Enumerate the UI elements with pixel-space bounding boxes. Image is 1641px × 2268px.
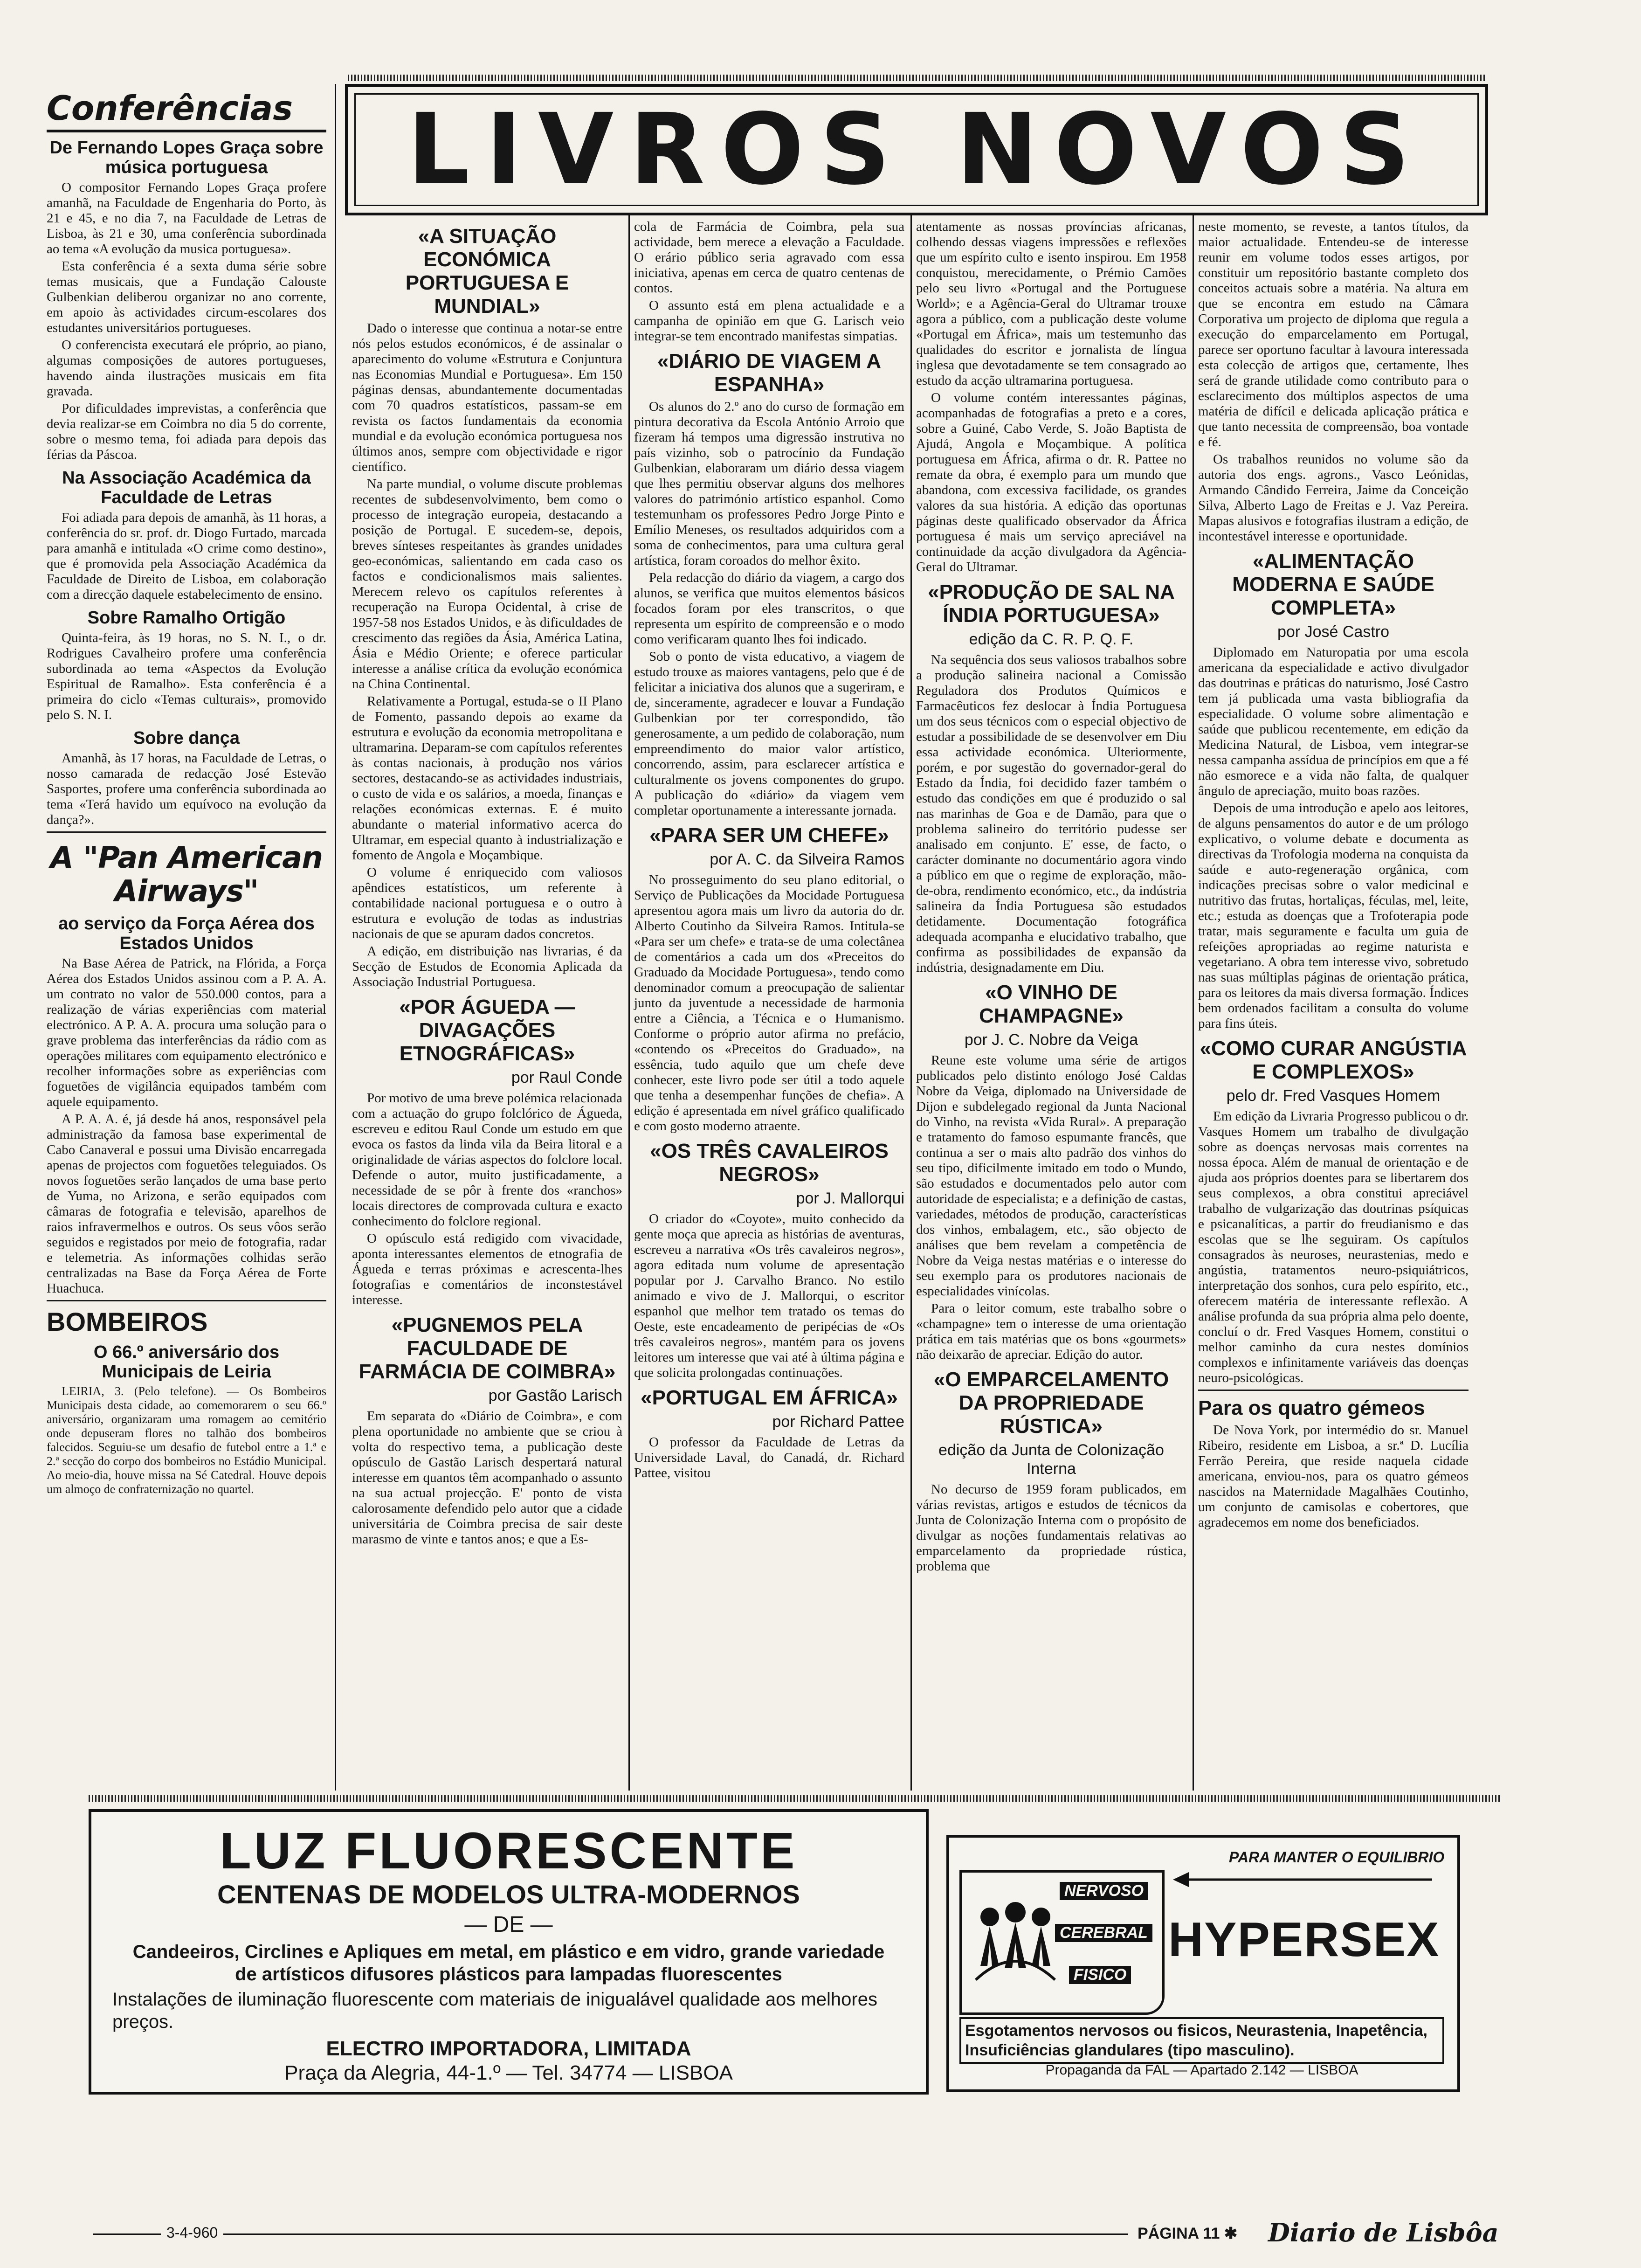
paragraph: Quinta-feira, às 19 horas, no S. N. I., o dr. Rodrigues Cavalheiro profere uma conferência subordinada ao tema «Aspectos da Evolução Espiritual de Ramalho». Esta conferência é a primeira do ciclo «Temas culturais», promovido pelo S. N. I.	[47, 630, 326, 722]
paragraph: O professor da Faculdade de Letras da Universidade Laval, do Canadá, dr. Richard Pattee, visitou	[634, 1435, 904, 1480]
advert-address: Praça da Alegria, 44-1.º — Tel. 34774 — LISBOA	[284, 2061, 733, 2084]
column-4	[916, 219, 1186, 1576]
subheading-pan-american: ao serviço da Força Aérea dos Estados Unidos	[58, 914, 315, 953]
column-3	[634, 219, 904, 1483]
banner-hatch-top	[348, 75, 1485, 81]
footer-rule	[93, 2233, 1128, 2235]
paragraph: A edição, em distribuição nas livrarias, é da Secção de Estudos de Economia Aplicada da Associação Industrial Portuguesa.	[352, 944, 622, 989]
heading-alimentacao-moderna: «ALIMENTAÇÃO MODERNA E SAÚDE COMPLETA»	[1232, 550, 1434, 619]
paragraph: Para o leitor comum, este trabalho sobre o «champagne» tem o interesse de uma orientação prática em tais matérias que os bons «gourmets» não deixarão de apreciar. Edição do autor.	[916, 1301, 1186, 1362]
paragraph: Diplomado em Naturopatia por uma escola americana da especialidade e activo divulgador das doutrinas e práticas do naturismo, José Castro tem já publicada uma vasta bibliografia da especialidade. O volume sobre alimentação e saúde que publicou recentemente, em edição da Medicina Natural, de Lisboa, vem integrar-se nessa campanha assídua de princípios em que a fé não esmorece e a vida não falta, de qualquer ângulo de apreciação, muito boas razões.	[1198, 645, 1469, 798]
hypersex-advert	[946, 1835, 1460, 2092]
divider	[1198, 1390, 1469, 1391]
banner-title: LIVROS NOVOS	[407, 92, 1426, 207]
paragraph: No prosseguimento do seu plano editorial, o Serviço de Publicações da Mocidade Portuguesa apresentou agora mais um livro da autoria do dr. Alberto Coutinho da Silveira Ramos. Intitula-se «Para ser um chefe» e trata-se de uma colectânea de comentários a cada um dos «Preceitos do Graduado da Mocidade Portuguesa», tendo como denominador comum a preocupação de salientar junto da juventude a necessidade de harmonia entre a Ciência, a Técnica e o Humanismo. Conforme o próprio autor afirma no prefácio, «contendo os «Preceitos do Graduado», na essência, tudo aquilo que um chefe deve conhecer, este livro pode ser útil a todo aquele que tenha a desempenhar funções de chefia». A edição é apresentada em nível gráfico qualificado e com gosto moderno atraente.	[634, 872, 904, 1134]
paragraph: De Nova York, por intermédio do sr. Manuel Ribeiro, residente em Lisboa, a sr.ª D. Lucília Ferrão Pereira, que reside naquela cidade americana, enviou-nos, para os quatro gémeos nascidos na Maternidade Magalhães Coutinho, um conjunto de camisolas e cobertores, que agradecemos em nome dos beneficiados.	[1198, 1423, 1469, 1530]
advert-title: LUZ FLUORESCENTE	[220, 1822, 798, 1880]
paragraph: Esta conferência é a sexta duma série sobre temas musicais, que a Fundação Calouste Gulbenkian deliberou organizar no ano corrente, em apoio às actividades circum-escolares dos estudantes universitários portugueses.	[47, 259, 326, 335]
byline: pelo dr. Fred Vasques Homem	[1226, 1087, 1441, 1105]
column-2	[352, 219, 622, 1549]
footer-masthead: Diario de Lisbôa	[1268, 2218, 1499, 2247]
byline: edição da Junta de Colonização Interna	[938, 1441, 1164, 1478]
heading-producao-de-sal: «PRODUÇÃO DE SAL NA ÍNDIA PORTUGUESA»	[928, 581, 1175, 627]
heading-emparcelamento: «O EMPARCELAMENTO DA PROPRIEDADE RÚSTICA»	[933, 1368, 1169, 1438]
label-nervoso: NERVOSO	[1060, 1882, 1148, 1900]
paragraph: Por dificuldades imprevistas, a conferência que devia realizar-se em Coimbra no dia 5 do corrente, sobre o mesmo tema, foi adiada para depois das férias da Páscoa.	[47, 401, 326, 462]
paragraph: Pela redacção do diário da viagem, a cargo dos alunos, se verifica que muitos elementos básicos focados foram por eles transcritos, o que representa um espírito de compreensão e o modo como verificaram quanto lhes foi indicado.	[634, 570, 904, 647]
paragraph: Os alunos do 2.º ano do curso de formação em pintura decorativa da Escola António Arroio que fizeram há tempos uma digressão instrutiva no país vizinho, sob o patrocínio da Fundação Gulbenkian, elaboraram um diário dessa viagem que lhes permitiu observar alguns dos melhores valores do património artístico espanhol. Como testemunham os professores Pedro Jorge Pinto e Emílio Meneses, os resultados adquiridos com a soma de conhecimentos, para uma cultura geral artística, foram coroados do melhor êxito.	[634, 399, 904, 568]
footer-date: 3-4-960	[161, 2224, 223, 2241]
paragraph: Foi adiada para depois de amanhã, às 11 horas, a conferência do sr. prof. dr. Diogo Furtado, marcada para amanhã e intitulada «O crime como destino», que é promovida pela Associação Académica da Faculdade de Direito de Lisboa, em colaboração com a direcção daquele estabelecimento de ensino.	[47, 510, 326, 602]
byline: por A. C. da Silveira Ramos	[710, 850, 904, 868]
paragraph: LEIRIA, 3. (Pelo telefone). — Os Bombeiros Municipais desta cidade, ao comemorarem o seu 66.º aniversário, organizaram uma romagem ao cemitério onde depuseram flores no talhão dos bombeiros falecidos. Seguiu-se um desafio de futebol entre a 1.ª e 2.ª secção do corpo dos bombeiros no Estádio Municipal. Ao meio-dia, houve missa na Sé Catedral. Houve depois um almoço de confraternização no quartel.	[47, 1384, 326, 1496]
heading-para-ser-um-chefe: «PARA SER UM CHEFE»	[649, 824, 889, 847]
paragraph: Relativamente a Portugal, estuda-se o II Plano de Fomento, passando depois ao exame da estrutura e evolução da economia metropolitana e ultramarina. Deparam-se com capítulos referentes às contas nacionais, à produção nos vários sectores, destacando-se as actividades industriais, o custo de vida e os salários, a moeda, finanças e relações económicas externas. E é muito abundante o material informativo acerca do Ultramar, em especial quanto à industrialização e fomento de Angola e Moçambique.	[352, 694, 622, 863]
paragraph: Em edição da Livraria Progresso publicou o dr. Vasques Homem um trabalho de divulgação sobre as doenças nervosas mais correntes na nossa época. Além de manual de orientação e de ajuda aos próprios doentes para se libertarem dos seus complexos, a obra constitui apreciável trabalho de vulgarização das doutrinas psíquicas e psicanalíticas, a partir do freudianismo e das escolas que se lhe seguiram. Os capítulos consagrados às neuroses, neurastenias, medo e angústia, tratamentos neuro-psiquiátricos, interpretação dos sonhos, cura pelo espírito, etc., oferecem matéria de interessante reflexão. A análise profunda da sua própria alma pelo doente, concluí o dr. Fred Vasques Homem, constitui o melhor caminho da cura nestes domínios complexos e infinitamente variáveis das doenças neuro-psicológicas.	[1198, 1109, 1469, 1385]
luz-fluorescente-advert	[89, 1809, 929, 2095]
heading-associacao-academica: Na Associação Académica da Faculdade de Letras	[62, 468, 311, 507]
paragraph: Na Base Aérea de Patrick, na Flórida, a Força Aérea dos Estados Unidos assinou com a P. A. A. um contrato no valor de 550.000 contos, para a realização de várias experiências com material electrónico. A P. A. A. procura uma solução para o grave problema das interferências da rádio com as operações militares com equipamento electrónico e recolher informações sobre as experiências com foguetões de vigilância equipados também com aquele equipamento.	[47, 956, 326, 1109]
byline: por J. C. Nobre da Veiga	[964, 1031, 1138, 1049]
paragraph: Em separata do «Diário de Coimbra», e com plena oportunidade no ambiente que se criou à volta do respectivo tema, a publicação deste opúsculo de Gastão Larisch despertará natural interesse em quantos têm acompanhado o assunto na sua actual projecção. E' ponto de vista calorosamente defendido pelo autor que a cidade universitária de Coimbra precisa de sair deste marasmo de vinte e tantos anos; e que a Es-	[352, 1409, 622, 1547]
advert-description: Esgotamentos nervosos ou fisicos, Neurastenia, Inapetência, Insuficiências glandulares (tipo masculino).	[959, 2017, 1444, 2064]
heading-sobre-danca: Sobre dança	[133, 728, 240, 748]
heading-diario-de-viagem: «DIÁRIO DE VIAGEM A ESPANHA»	[657, 350, 881, 396]
column-separator	[335, 84, 336, 1791]
advert-description: Candeeiros, Circlines e Apliques em metal, em plástico e em vidro, grande variedade de artísticos difusores plásticos para lampadas fluorescentes	[132, 1942, 885, 1984]
footer-page-number: PÁGINA 11 ✱	[1138, 2225, 1238, 2242]
label-fisico: FISICO	[1069, 1966, 1131, 1984]
paragraph: No decurso de 1959 foram publicados, em várias revistas, artigos e estudos de técnicos da Junta de Colonização Interna com o propósito de divulgar as noções fundamentais relativas ao emparcelamento da propriedade rústica, problema que	[916, 1482, 1186, 1574]
column-separator	[910, 214, 912, 1791]
arrow-left-icon	[1173, 1870, 1434, 1889]
paragraph: Reune este volume uma série de artigos publicados pelo distinto enólogo José Caldas Nobre da Veiga, diplomado na Universidade de Dijon e subdelegado regional da Junta Nacional do Vinho, na revista «Vida Rural». A preparação e tratamento do famoso espumante francês, que continua a ser o mais alto padrão dos vinhos do seu tipo, dificilmente imitado em todo o Mundo, são estudados e documentados pelo autor com autoridade de especialista; e a definição de castas, variedades, métodos de produção, características dos vinhos, embalagem, etc., são objecto de análises que bem revelam a competência de Nobre da Veiga nestas matérias e o interesse do seu exemplo para os produtores nacionais de especialidades vinícolas.	[916, 1053, 1186, 1299]
advert-subtitle: CENTENAS DE MODELOS ULTRA-MODERNOS	[217, 1880, 800, 1909]
paragraph: O criador do «Coyote», muito conhecido da gente moça que aprecia as histórias de aventuras, escreveu a narrativa «Os três cavaleiros negros», agora editada num volume de apresentação popular por J. Carvalho Branco. No estilo animado e vivo de J. Mallorqui, o escritor espanhol que melhor tem tratado os temas do Oeste, este encadeamento de peripécias de «Os três cavaleiros negros», mantém para os jovens leitores um interesse que vai até à última página e que solicita prolongadas continuações.	[634, 1211, 904, 1380]
heading-vinho-de-champagne: «O VINHO DE CHAMPAGNE»	[979, 981, 1124, 1027]
paragraph: Na parte mundial, o volume discute problemas recentes de subdesenvolvimento, bem como o processo de integração europeia, destacando a posição de Portugal. E sucedem-se, depois, breves sínteses respeitantes às grandes unidades geo-económicas, salientando em cada caso os factos e condicionalismos mais salientes. Merecem relevo os capítulos referentes à recuperação na Europa Ocidental, à crise de 1957-58 nos Estados Unidos, e às dificuldades de crescimento das regiões da Ásia, América Latina, Ásia e Médio Oriente; e oferece particular interesse a análise crítica da evolução económica na China Continental.	[352, 477, 622, 691]
heading-por-agueda: «POR ÁGUEDA — DIVAGAÇÕES ETNOGRÁFICAS»	[399, 996, 575, 1065]
paragraph: O opúsculo está redigido com vivacidade, aponta interessantes elementos de etnografia de Águeda e terras próximas e acrescenta-lhes fotografias e comentários de inconstestável interesse.	[352, 1231, 622, 1307]
figures-logo	[959, 1870, 1165, 2015]
banner-frame	[354, 93, 1479, 206]
paragraph: Depois de uma introdução e apelo aos leitores, de alguns pensamentos do autor e de um prólogo explicativo, o volume debate e documenta as directivas da Trofologia moderna na conquista da saúde e auto-regeneração orgânica, com indicações precisas sobre o valor medicinal e nutritivo das frutas, hortaliças, féculas, mel, leite, etc.; estuda as doenças que a Trofoterapia pode tratar, mais seguramente e faculta um guia de refeições apropriadas ao regime naturista e vegetariano. A obra tem interesse vivo, sobretudo nas suas múltiplas páginas de orientação prática, para os leitores da mais diversa formação. Índices bem ordenados facilitam a consulta do volume para fins úteis.	[1198, 801, 1469, 1031]
section-title-conferencias: Conferências	[47, 89, 326, 132]
divider	[47, 831, 326, 833]
left-column	[47, 89, 326, 1498]
paragraph: Dado o interesse que continua a notar-se entre nós pelos estudos económicos, é de assinalar o aparecimento do volume «Estrutura e Conjuntura nas Economias Mundial e Portuguesa». Em 150 páginas densas, abundantemente documentadas com 70 quadros estatísticos, passam-se em revista os factos fundamentais da economia mundial e da evolução económica portuguesa nos últimos anos, sempre com objectividade e rigor científico.	[352, 321, 622, 474]
heading-pan-american: A "Pan American Airways"	[50, 841, 323, 909]
paragraph: Na sequência dos seus valiosos trabalhos sobre a produção salineira nacional a Comissão Reguladora dos Produtos Químicos e Farmacêuticos fez deslocar à Índia Portuguesa um dos seus técnicos com o especial objectivo de estudar a possibilidade de se desenvolver em Diu essa actividade económica. Ulteriormente, porém, e por sugestão do governador-geral do Estado da Índia, foi decidido fazer também o estudo das condições em que é produzido o sal nas marinhas de Goa e de Damão, para que o problema salineiro do território pudesse ser analisado em conjunto. E' esse, de facto, o carácter dominante no documentário agora vindo a público em que o regime de exploração, mão-de-obra, rendimento económico, etc., da indústria salineira da Índia Portuguesa são estudados detidamente. Documentação fotográfica adequada acompanha e elucidativo trabalho, que confirma as possibilidades de expansão da indústria, designadamente em Diu.	[916, 652, 1186, 975]
hatch-rule-above-ads	[89, 1795, 1501, 1802]
paragraph: atentamente as nossas províncias africanas, colhendo dessas viagens impressões e reflexões que um espírito culto e isento inspirou. Em 1958 conquistou, merecidamente, o Prémio Camões pelo seu livro «Portugal and the Portuguese World»; e a Agência-Geral do Ultramar trouxe agora a público, com a publicação deste volume «Portugal em África», mais um testemunho das qualidades do escritor e jornalista de língua inglesa que devotadamente se tem consagrado ao estudo da acção ultramarina portuguesa.	[916, 219, 1186, 388]
column-5	[1198, 219, 1469, 1532]
advert-installations: Instalações de iluminação fluorescente com materiais de inigualável qualidade aos melhores preços.	[112, 1989, 877, 2032]
heading-lopes-graca: De Fernando Lopes Graça sobre música portuguesa	[49, 138, 324, 177]
livros-novos-banner	[345, 84, 1488, 215]
advert-footer: Propaganda da FAL — Apartado 2.142 — LISBOA	[1045, 2062, 1358, 2078]
paragraph: O assunto está em plena actualidade e a campanha de opinião em que G. Larisch veio integrar-se tem encontrado manifestas simpatias.	[634, 298, 904, 344]
column-separator	[1193, 214, 1194, 1791]
paragraph: Sob o ponto de vista educativo, a viagem de estudo trouxe as maiores vantagens, pelo que é de felicitar a iniciativa dos alunos que a sugeriram, e de, sinceramente, agradecer e louvar a Fundação Gulbenkian por ter correspondido, tão generosamente, a um pedido de colaboração, num empreendimento do maior valor artístico, concorrendo, assim, para esclarecer artística e culturalmente os jovens componentes do grupo. A publicação do «diário» da viagem vem completar oportunamente a interessante jornada.	[634, 649, 904, 818]
byline: por Raul Conde	[511, 1069, 622, 1086]
heading-como-curar-angustia: «COMO CURAR ANGÚSTIA E COMPLEXOS»	[1200, 1037, 1467, 1083]
divider	[47, 1300, 326, 1301]
heading-bombeiros: BOMBEIROS	[47, 1307, 208, 1336]
paragraph: Por motivo de uma breve polémica relacionada com a actuação do grupo folclórico de Águeda, escreveu e editou Raul Conde um estudo em que evoca os fastos da linda vila da Beira litoral e a originalidade de várias aspectos do folclore local. Defende o autor, muito justificadamente, a necessidade de se pôr à frente dos «ranchos» locais directores de comprovada cultura e exacto conhecimento do folclore regional.	[352, 1091, 622, 1229]
paragraph: O compositor Fernando Lopes Graça profere amanhã, na Faculdade de Engenharia do Porto, às 21 e 45, e no dia 7, na Faculdade de Letras de Lisboa, às 21 e 30, uma conferência subordinada ao tema «A evolução da musica portuguesa».	[47, 180, 326, 256]
byline: por Richard Pattee	[772, 1413, 904, 1431]
paragraph: Amanhã, às 17 horas, na Faculdade de Letras, o nosso camarada de redacção José Estevão Sasportes, profere uma conferência subordinada ao tema «Terá havido um equívoco na evolução da dança?».	[47, 751, 326, 827]
heading-tres-cavaleiros: «OS TRÊS CAVALEIROS NEGROS»	[650, 1140, 889, 1186]
heading-pugnemos: «PUGNEMOS PELA FACULDADE DE FARMÁCIA DE COIMBRA»	[359, 1314, 616, 1383]
byline: edição da C. R. P. Q. F.	[969, 630, 1134, 648]
paragraph: O conferencista executará ele próprio, ao piano, algumas composições de autores portugueses, havendo ainda ilustrações musicais em fita gravada.	[47, 338, 326, 399]
advert-tagline: PARA MANTER O EQUILIBRIO	[1229, 1849, 1445, 1866]
advert-de: — DE —	[464, 1912, 553, 1937]
byline: por José Castro	[1277, 623, 1389, 641]
paragraph: A P. A. A. é, já desde há anos, responsável pela administração da famosa base experimental de Cabo Canaveral e possui uma Divisão encarregada apenas de projectos com foguetões teleguiados. Os novos foguetões serão lançados de uma base perto de Yuma, no Arizona, e serão equipados com câmaras de fotografia e televisão, aparelhos de raios infravermelhos e outros. Os seus vôos serão seguidos e registados por meio de fotografia, radar e telemetria. As informações colhidas serão centralizadas na Base da Força Aérea de Forte Huachuca.	[47, 1112, 326, 1296]
paragraph: Os trabalhos reunidos no volume são da autoria dos engs. agrons., Vasco Leónidas, Armando Cândido Ferreira, Jaime da Conceição Silva, Alberto Lago de Freitas e J. Vaz Pereira. Mapas alusivos e fotografias ilustram a edição, de incontestável interesse e oportunidade.	[1198, 452, 1469, 544]
paragraph: O volume contém interessantes páginas, acompanhadas de fotografias a preto e a cores, sobre a Guiné, Cabo Verde, S. João Baptista de Ajudá, Angola e Moçambique. A política portuguesa em África, afirma o dr. R. Pattee no remate da obra, é exemplo para um mundo que abandona, com excessiva facilidade, os grandes valores da sua história. A edição das oportunas páginas deste qualificado observador da África portuguesa é mais um serviço apreciável na continuidade da acção divulgadora da Agência-Geral do Ultramar.	[916, 390, 1186, 574]
brand-name: HYPERSEX	[1168, 1913, 1440, 1967]
column-separator	[628, 214, 630, 1791]
paragraph: O volume é enriquecido com valiosos apêndices estatísticos, um referente à contabilidade nacional portuguesa e o outro à estrutura e evolução de todas as industrias nacionais de que se apuram dados concretos.	[352, 865, 622, 941]
heading-situacao-economica: «A SITUAÇÃO ECONÓMICA PORTUGUESA E MUNDIAL»	[405, 225, 569, 318]
heading-quatro-gemeos: Para os quatro gémeos	[1198, 1397, 1425, 1419]
advert-company: ELECTRO IMPORTADORA, LIMITADA	[326, 2037, 691, 2060]
label-cerebral: CEREBRAL	[1055, 1924, 1152, 1942]
heading-portugal-em-africa: «PORTUGAL EM ÁFRICA»	[641, 1386, 898, 1409]
byline: por J. Mallorqui	[796, 1189, 904, 1207]
paragraph: cola de Farmácia de Coimbra, pela sua actividade, bem merece a elevação a Faculdade. O erário público seria agravado com essa iniciativa, apenas em cerca de quatro centenas de contos.	[634, 219, 904, 296]
byline: por Gastão Larisch	[488, 1387, 622, 1404]
heading-ramalho-ortigao: Sobre Ramalho Ortigão	[87, 608, 286, 628]
paragraph: neste momento, se reveste, a tantos títulos, da maior actualidade. Entendeu-se de interesse reunir em volume todos esses artigos, por constituir um repositório bastante completo dos conceitos actuais sobre a matéria. Na altura em que se encontra em estudo na Câmara Corporativa um projecto de diploma que regula a execução do emparcelamento em Portugal, parece ser oportuno facultar à lavoura interessada esta colecção de artigos que, certamente, lhes será de grande utilidade como contributo para o esclarecimento dos múltiplos aspectos de uma matéria de difícil e delicada aplicação prática e que tanto necessita de compreensão, boa vontade e fé.	[1198, 219, 1469, 449]
subheading-bombeiros: O 66.º aniversário dos Municipais de Leiria	[93, 1342, 280, 1382]
